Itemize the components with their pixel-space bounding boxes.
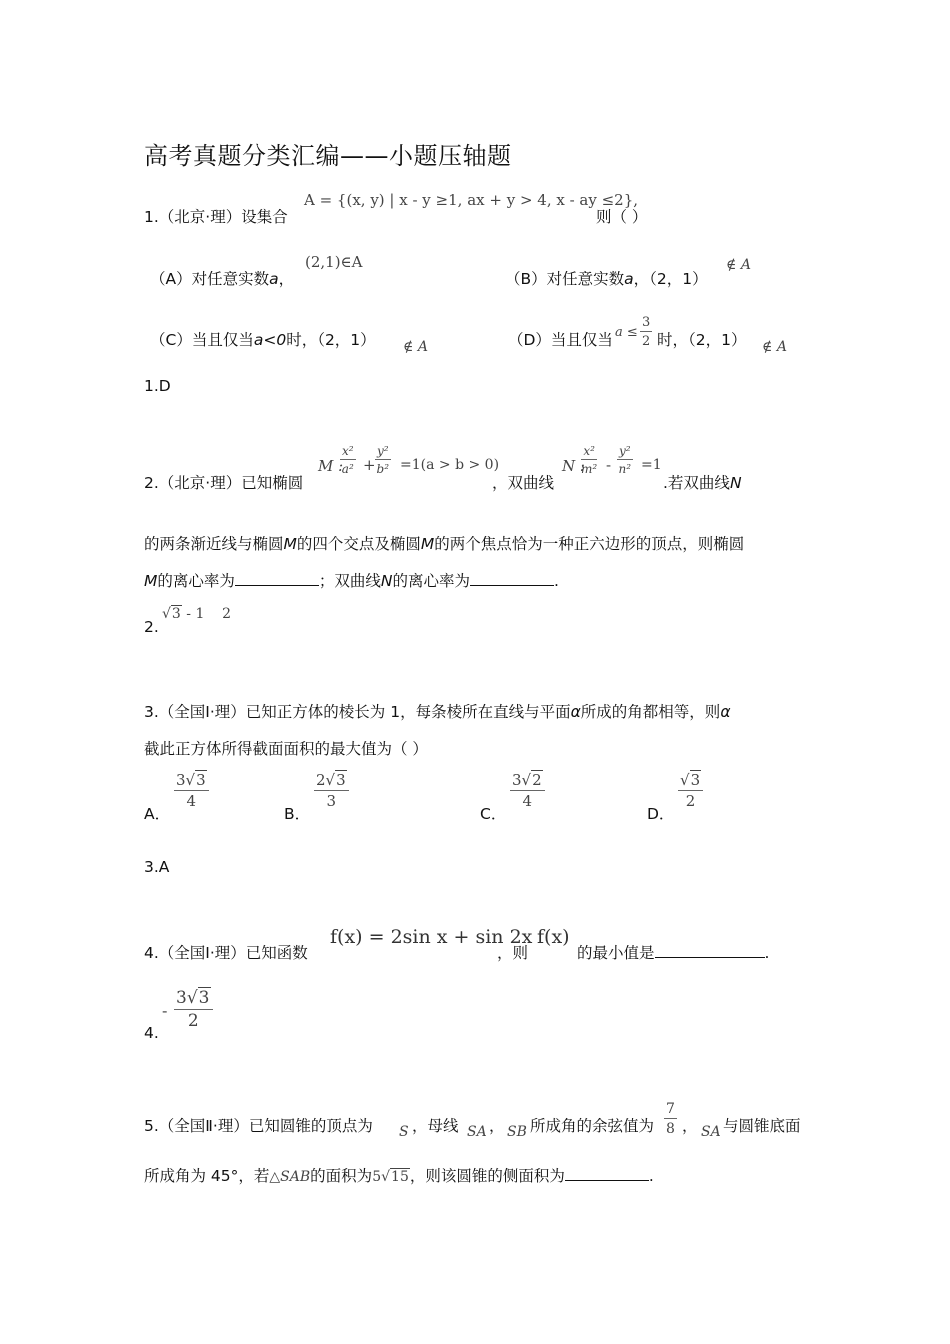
q1-option-d-math: ∉ A — [762, 339, 787, 355]
q1-answer: 1.D — [144, 377, 171, 395]
q5-area — [372, 1169, 410, 1185]
q1-option-c-rest: 时，（2，1） — [286, 331, 376, 349]
q2-plus: + — [363, 456, 376, 474]
q1-option-c-cond: a<0 — [253, 331, 287, 349]
q1-option-a-comma: ， — [278, 270, 295, 288]
q3-d-rad: 3 — [690, 771, 701, 789]
q2-after-var: N — [729, 474, 742, 492]
q1-option-b-var: a — [624, 270, 634, 288]
q3-b-coef: 2 — [316, 771, 326, 789]
q5-fraction — [664, 1102, 677, 1136]
q3-alpha2: α — [720, 703, 731, 721]
q5-num: 7 — [666, 1101, 675, 1117]
q2-hyper-y2: y² — [619, 444, 631, 458]
q3-a-den: 4 — [186, 792, 197, 810]
q1-option-d-den: 2 — [642, 334, 651, 349]
q1-option-d-num: 3 — [642, 315, 651, 330]
q1-option-c — [150, 328, 376, 350]
q4-tail-line — [577, 941, 769, 963]
q2-ellipse-frac-y — [375, 445, 391, 475]
page-title: 高考真题分类汇编——小题压轴题 — [144, 142, 512, 170]
q3-b-den: 3 — [326, 792, 337, 810]
q2-answer-label: 2. — [144, 618, 159, 636]
q2-line2 — [144, 532, 744, 554]
q3-c-coef: 3 — [512, 771, 522, 789]
q3-line1 — [144, 700, 731, 722]
q4-answer-den: 2 — [187, 1011, 199, 1031]
q5-p1: ，母线 — [412, 1117, 459, 1135]
q4-answer-sign: - — [162, 1001, 168, 1020]
q2-line3 — [144, 569, 559, 591]
q5-line2a: 所成角为 45°，若 — [144, 1167, 270, 1185]
q3-line1b: 所成的角都相等，则 — [580, 703, 721, 721]
q3-option-a-label: A． — [144, 805, 171, 823]
q3-option-d-fraction — [678, 773, 703, 809]
q2-n2: n² — [618, 462, 632, 476]
q5-p3: 所成角的余弦值为 — [530, 1117, 655, 1135]
q2-answer-rest: - 1 2 — [181, 606, 232, 622]
q4-answer-sqrt: √3 — [186, 988, 210, 1008]
q3-option-b-label: B． — [284, 805, 311, 823]
q3-option-c-fraction — [510, 773, 545, 809]
q3-c-sqrt: √2 — [521, 771, 542, 789]
q4-lead: 4.（全国Ⅰ·理）已知函数 — [144, 944, 308, 962]
q3-b-sqrt: √3 — [325, 771, 346, 789]
q3-option-d-label: D． — [647, 805, 675, 823]
q5-sa: SA — [467, 1124, 487, 1140]
q3-option-c-label: C． — [480, 805, 507, 823]
q5-line2b: 的面积为 — [310, 1167, 373, 1185]
q2-hyper-frac-y — [617, 445, 633, 475]
q5-area-sqrt: √15 — [381, 1169, 409, 1185]
q2-line2a: 的两条渐近线与椭圆 — [144, 535, 284, 553]
q2-lead: 2.（北京·理）已知椭圆 — [144, 474, 304, 492]
q2-b2: b² — [376, 462, 390, 476]
q3-line1-text: 3.（全国Ⅰ·理）已知正方体的棱长为 1，每条棱所在直线与平面 — [144, 703, 571, 721]
q3-a-coef: 3 — [176, 771, 186, 789]
q1-option-b — [505, 267, 708, 289]
q1-set-expression: A = {(x, y) | x - y ≥1, ax + y > 4, x - ay ≤2}, — [304, 191, 639, 209]
q3-line2: 截此正方体所得截面面积的最大值为（ ） — [144, 740, 428, 758]
q4-function-ref: f(x) — [537, 926, 570, 948]
q1-option-c-text: （C）当且仅当 — [150, 331, 254, 349]
q2-blank-ellipse — [235, 573, 319, 586]
q4-answer-fraction — [174, 990, 213, 1030]
q3-c-rad: 2 — [532, 771, 542, 789]
q5-den: 8 — [666, 1121, 675, 1137]
q1-option-a-var: a — [269, 270, 279, 288]
q3-alpha1: α — [570, 703, 581, 721]
q2-answer-sqrt: √3 — [162, 606, 181, 622]
q1-tail: 则（ ） — [596, 208, 648, 226]
q3-option-a-fraction — [174, 773, 209, 809]
q2-hyper-frac-x — [581, 445, 597, 475]
q1-option-a — [150, 267, 294, 289]
q3-b-rad: 3 — [336, 771, 346, 789]
q2-after-text: .若双曲线 — [663, 474, 730, 492]
q1-option-d-cond: a ≤ — [615, 325, 638, 340]
q5-end: . — [648, 1167, 654, 1185]
q1-option-d-rest: 时，（2，1） — [657, 331, 747, 349]
q2-minus: - — [606, 456, 612, 474]
q5-line2 — [144, 1164, 654, 1186]
q1-option-d-fraction — [640, 316, 652, 348]
q4-answer-rad: 3 — [198, 988, 210, 1008]
q5-blank — [565, 1168, 649, 1181]
q1-option-b-text: （B）对任意实数 — [505, 270, 625, 288]
q3-d-den: 2 — [685, 792, 696, 810]
q3-a-sqrt: √3 — [185, 771, 206, 789]
q2-line3b: ；双曲线 — [318, 572, 381, 590]
q5-p4: ， — [682, 1117, 698, 1135]
q4-tail: 的最小值是 — [577, 944, 655, 962]
q2-answer — [162, 606, 231, 622]
q2-after — [663, 471, 742, 493]
q2-line3-m: M — [144, 572, 158, 590]
q2-ellipse-frac-x — [340, 445, 356, 475]
q2-line2-m1: M — [283, 535, 297, 553]
q2-hyper-tail: =1 — [641, 457, 662, 473]
q5-line2c: ，则该圆锥的侧面积为 — [409, 1167, 565, 1185]
q4-answer-label: 4. — [144, 1024, 159, 1042]
q2-line2-m2: M — [420, 535, 435, 553]
q2-answer-rad: 3 — [171, 606, 181, 622]
q3-d-sqrt: √3 — [680, 771, 701, 789]
q2-line3c: 的离心率为 — [392, 572, 471, 590]
q5-triangle: △SAB — [269, 1169, 311, 1185]
q4-blank — [655, 945, 765, 958]
q5-sb: SB — [507, 1124, 527, 1140]
q2-line3-n: N — [380, 572, 393, 590]
q5-area-coef: 5 — [372, 1169, 382, 1185]
q1-option-b-rest: ，（2，1） — [633, 270, 708, 288]
q5-sa2: SA — [701, 1124, 721, 1140]
q2-mid: ，双曲线 — [492, 474, 555, 492]
q2-x2: x² — [342, 444, 354, 458]
q1-option-a-text: （A）对任意实数 — [150, 270, 270, 288]
q4-function: f(x) = 2sin x + sin 2x — [330, 926, 533, 948]
q3-a-rad: 3 — [196, 771, 206, 789]
q2-ellipse-tail: =1(a > b > 0) — [400, 457, 500, 473]
q1-lead: 1.（北京·理）设集合 — [144, 208, 288, 226]
q3-answer: 3.A — [144, 858, 170, 876]
q2-m2: m² — [581, 462, 598, 476]
q2-line3-end: . — [554, 572, 559, 590]
q2-blank-hyperbola — [470, 573, 554, 586]
q2-hyper-n: N : — [562, 457, 585, 475]
q1-option-a-math: (2,1)∈A — [305, 253, 363, 271]
q4-mid: ，则 — [497, 944, 529, 962]
q1-option-d — [508, 328, 613, 350]
q5-area-rad: 15 — [391, 1169, 409, 1185]
q5-lead: 5.（全国Ⅱ·理）已知圆锥的顶点为 — [144, 1117, 373, 1135]
q2-line3a: 的离心率为 — [157, 572, 235, 590]
q4-answer-coef: 3 — [176, 988, 187, 1008]
q2-ellipse-m: M : — [318, 457, 344, 475]
q5-p5: 与圆锥底面 — [723, 1117, 801, 1135]
q4-end: . — [764, 944, 770, 962]
q3-c-den: 4 — [522, 792, 533, 810]
q1-option-c-math: ∉ A — [403, 339, 428, 355]
q2-line2c: 的两个焦点恰为一种正六边形的顶点，则椭圆 — [434, 535, 745, 553]
q5-s: S — [399, 1124, 409, 1140]
q2-line2b: 的四个交点及椭圆 — [296, 535, 421, 553]
q3-option-b-fraction — [314, 773, 349, 809]
q5-p2: ， — [489, 1117, 505, 1135]
q2-hyper-x2: x² — [581, 445, 597, 460]
q2-y2: y² — [377, 444, 389, 458]
q1-option-b-math: ∉ A — [726, 257, 751, 273]
q2-a2: a² — [341, 462, 354, 476]
q1-option-d-text: （D）当且仅当 — [508, 331, 613, 349]
